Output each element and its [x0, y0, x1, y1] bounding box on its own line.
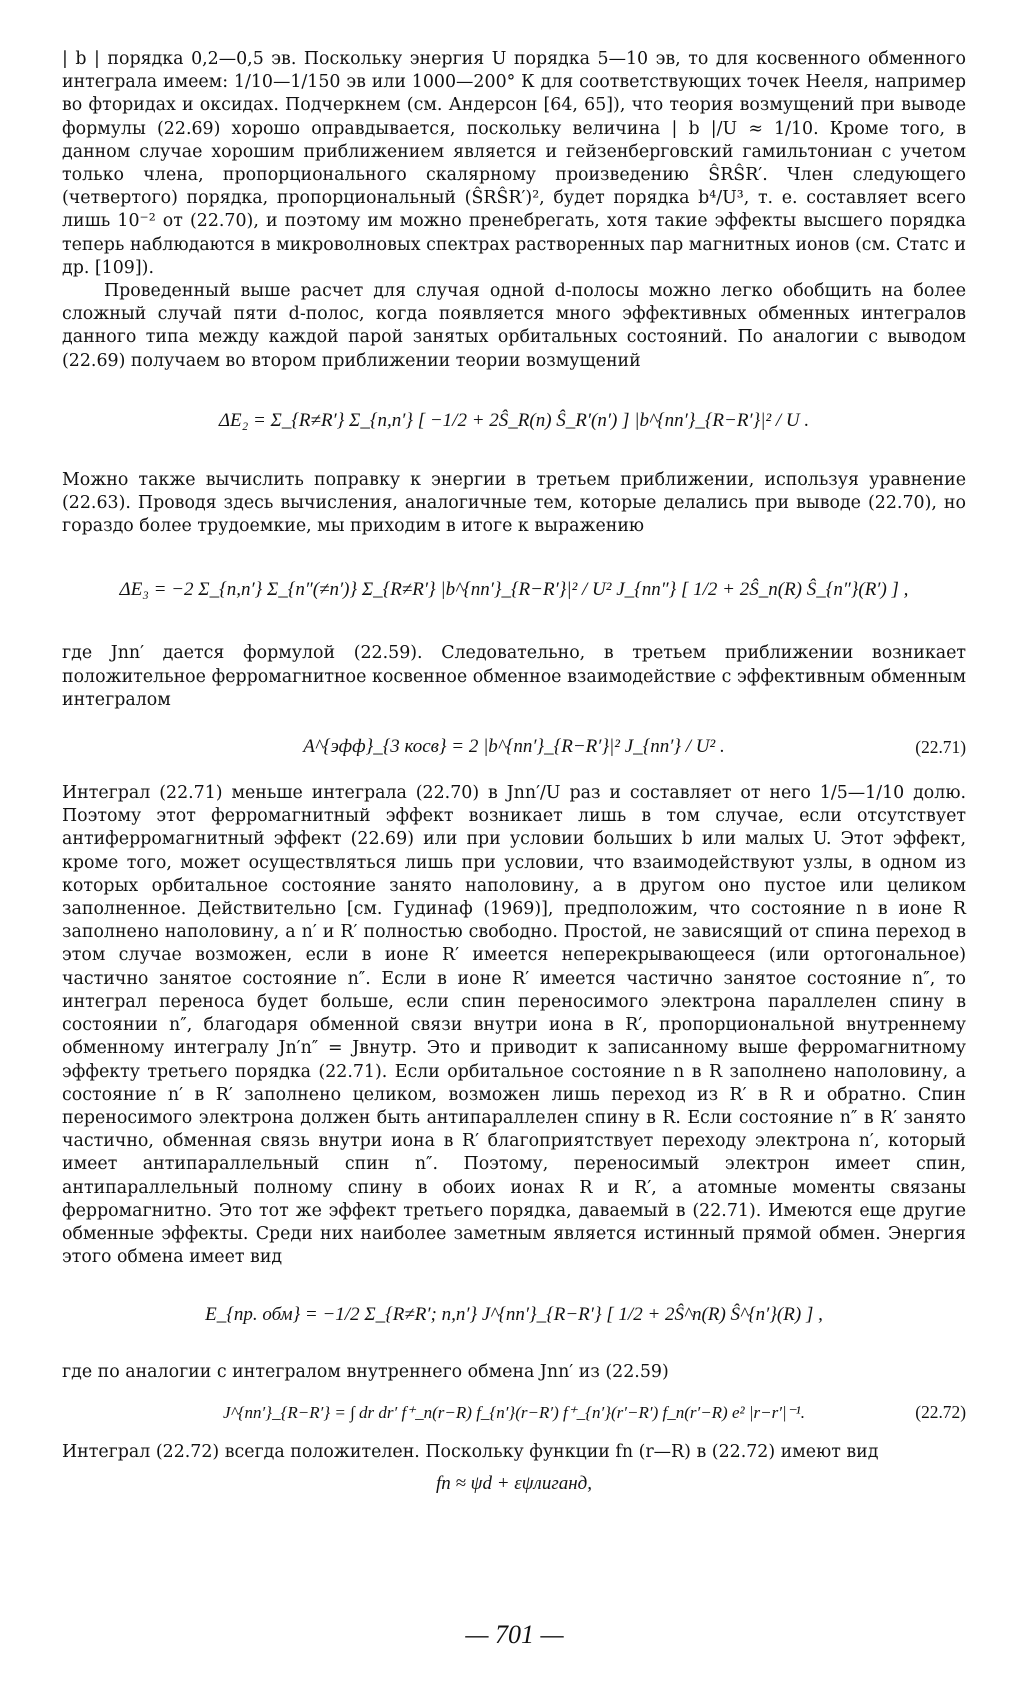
equation-22-71	[62, 712, 966, 782]
equation-22-71-number: (22.71)	[915, 736, 966, 757]
equation-delta-e2	[62, 373, 966, 469]
equation-delta-e3	[62, 538, 966, 642]
paragraph-1: | b | порядка 0,2—0,5 эв. Поскольку энергия U порядка 5—10 эв, то для косвенного обменного интеграла имеем: 1/10—1/150 эв или 1000—200° К для соответствующих точек Нееля, например во фторидах и оксидах. Подчеркнем (см. Андерсон [64, 65]), что теория возмущений при выводе формулы (22.69) хорошо оправдывается, поскольку величина | b |/U ≈ 1/10. Кроме того, в данном случае хорошим приближением является и гейзенберговский гамильтониан с учетом только члена, пропорционального скалярному произведению ŜRŜR′. Член следующего (четвертого) порядка, пропорциональный (ŜRŜR′)², будет порядка b⁴/U³, т. е. составляет всего лишь 10⁻² от (22.70), и поэтому им можно пренебрегать, хотя такие эффекты высшего порядка теперь наблюдаются в микроволновых спектрах растворенных пар магнитных ионов (см. Статс и др. [109]).	[62, 49, 966, 278]
equation-delta-e3-text: ΔE₃ = −2 Σ_{n,n′} Σ_{n″(≠n′)} Σ_{R≠R′} |b^{nn′}_{R−R′}|² / U² J_{nn″} [ 1/2 + 2Ŝ_n(R) Ŝ_{n″}(R′) ] ,	[119, 579, 909, 601]
equation-22-71-text: A^{эфф}_{3 косв} = 2 |b^{nn′}_{R−R′}|² J_{nn′} / U² .	[303, 736, 725, 758]
paragraph-4: где Jnn′ дается формулой (22.59). Следовательно, в третьем приближении возникает положительное ферромагнитное косвенное обменное взаимодействие с эффективным обменным интегралом	[62, 643, 966, 710]
paragraph-6: где по аналогии с интегралом внутреннего обмена Jnn′ из (22.59)	[62, 1362, 669, 1383]
paragraph-2: Проведенный выше расчет для случая одной d-полосы можно легко обобщить на более сложный случай пяти d-полос, когда появляется много эффективных обменных интегралов данного типа между каждой парой занятых орбитальных состояний. По аналогии с выводом (22.69) получаем во втором приближении теории возмущений	[62, 281, 966, 371]
equation-direct-exchange	[62, 1269, 966, 1361]
page-content	[62, 48, 966, 1504]
paragraph-7: Интеграл (22.72) всегда положителен. Поскольку функции fn (r—R) в (22.72) имеют вид	[62, 1441, 879, 1462]
equation-delta-e2-text: ΔE₂ = Σ_{R≠R′} Σ_{n,n′} [ −1/2 + 2Ŝ_R(n) Ŝ_R′(n′) ] |b^{nn′}_{R−R′}|² / U .	[218, 409, 810, 431]
equation-22-72	[62, 1385, 966, 1441]
equation-fn	[62, 1464, 966, 1504]
page-number: — 701 —	[465, 1620, 564, 1649]
paragraph-3: Можно также вычислить поправку к энергии в третьем приближении, используя уравнение (22.63). Проводя здесь вычисления, аналогичные тем, которые делались при выводе (22.70), но гораздо более трудоемкие, мы приходим в итоге к выражению	[62, 469, 966, 537]
equation-22-72-text: J^{nn′}_{R−R′} = ∫ dr dr′ f⁺_n(r−R) f_{n′}(r−R′) f⁺_{n′}(r′−R′) f_n(r′−R) e² |r−r′|⁻¹.	[223, 1402, 805, 1422]
equation-fn-text: fn ≈ ψd + εψлиганд,	[435, 1472, 593, 1494]
equation-direct-exchange-text: E_{пр. обм} = −1/2 Σ_{R≠R′; n,n′} J^{nn′}_{R−R′} [ 1/2 + 2Ŝ^n(R) Ŝ^{n′}(R) ] ,	[205, 1304, 823, 1326]
equation-22-72-number: (22.72)	[915, 1402, 966, 1423]
paragraph-5: Интеграл (22.71) меньше интеграла (22.70) в Jnn′/U раз и составляет от него 1/5—1/10 долю. Поэтому этот ферромагнитный эффект возникает лишь в том случае, если отсутствует антиферромагнитный эффект (22.69) или при условии больших b или малых U. Этот эффект, кроме того, может осуществляться лишь при условии, что взаимодействуют узлы, в одном из которых орбитальное состояние занято наполовину, а в другом оно пустое или целиком заполненное. Действительно [см. Гудинаф (1969)], предположим, что состояние n в ионе R заполнено наполовину, а n′ и R′ полностью свободно. Простой, не зависящий от спина переход в этом случае возможен, если в ионе R′ имеется неперекрывающееся (или ортогональное) частично занятое состояние n″. Если в ионе R′ имеется частично занятое состояние n″, то интеграл переноса будет больше, если спин переносимого электрона параллелен спину в состоянии n″, благодаря обменной связи внутри иона в R′, пропорциональной внутреннему обменному интегралу Jn′n″ = Jвнутр. Это и приводит к записанному выше ферромагнитному эффекту третьего порядка (22.71). Если орбитальное состояние n в R заполнено наполовину, а состояние n′ в R′ заполнено целиком, возможен лишь переход из R′ в R и обратно. Спин переносимого электрона должен быть антипараллелен спину в R. Если состояние n″ в R′ занято частично, обменная связь внутри иона в R′ благоприятствует переходу электрона n′, который имеет антипараллельный спин n″. Поэтому, переносимый электрон имеет спин, антипараллельный полному спину в обоих ионах R и R′, а атомные моменты связаны ферромагнитно. Это тот же эффект третьего порядка, даваемый в (22.71). Имеются еще другие обменные эффекты. Среди них наиболее заметным является истинный прямой обмен. Энергия этого обмена имеет вид	[62, 783, 967, 1268]
